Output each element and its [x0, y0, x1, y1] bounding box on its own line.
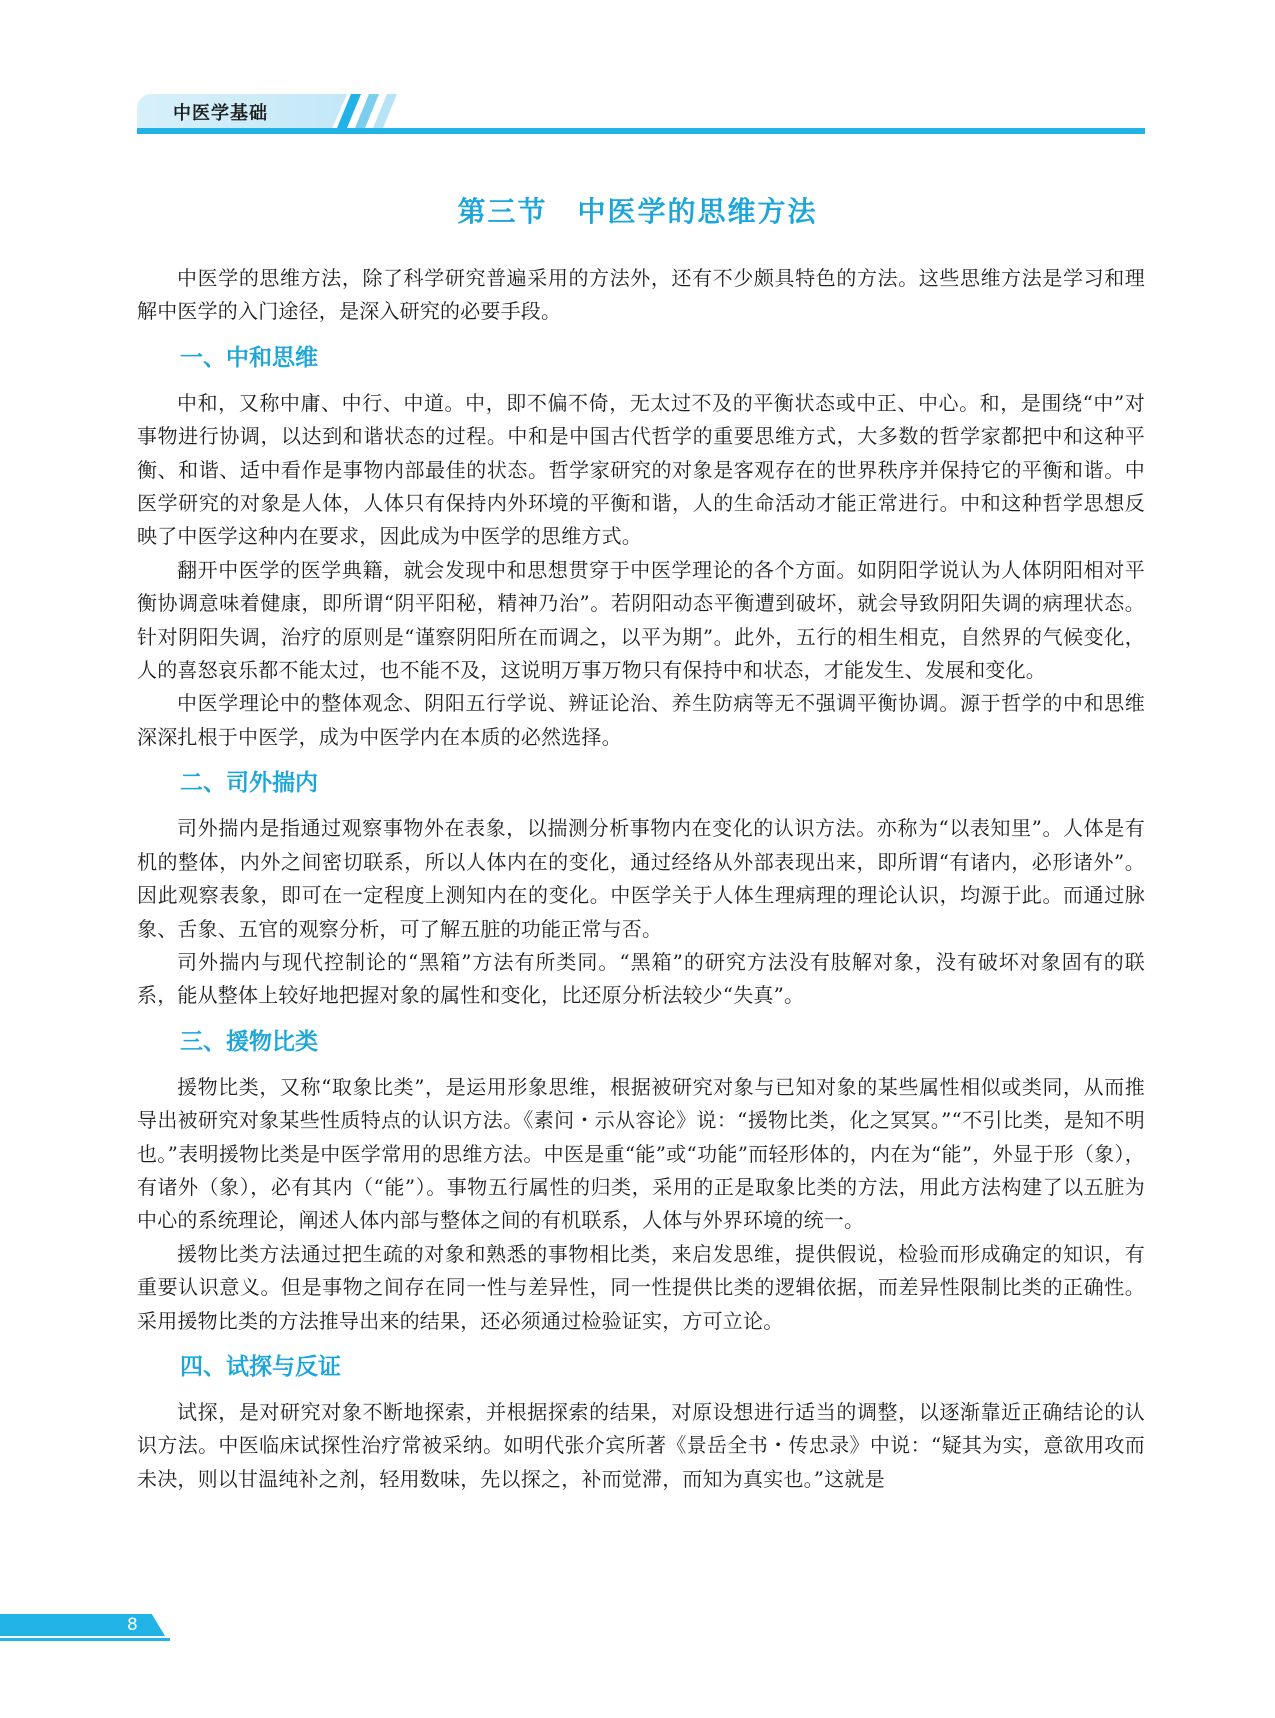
paragraph: 翻开中医学的医学典籍，就会发现中和思想贯穿于中医学理论的各个方面。如阴阳学说认为人体阴阳相对平衡协调意味着健康，即所谓“阴平阳秘，精神乃治”。若阴阳动态平衡遭到破坏，就会导致阴阳失调的病理状态。针对阴阳失调，治疗的原则是“谨察阴阳所在而调之，以平为期”。此外，五行的相生相克，自然界的气候变化，人的喜怒哀乐都不能太过，也不能不及，这说明万事万物只有保持中和状态，才能发生、发展和变化。 — [137, 557, 1145, 683]
page-footer — [0, 1614, 170, 1642]
paragraph: 试探，是对研究对象不断地探索，并根据探索的结果，对原设想进行适当的调整，以逐渐靠近正确结论的认识方法。中医临床试探性治疗常被采纳。如明代张介宾所著《景岳全书・传忠录》中说：“疑其为实，意欲用攻而未决，则以甘温纯补之剂，轻用数味，先以探之，补而觉滞，而知为真实也。”这就是 — [137, 1399, 1145, 1491]
paragraph: 司外揣内是指通过观察事物外在表象，以揣测分析事物内在变化的认识方法。亦称为“以表知里”。人体是有机的整体，内外之间密切联系，所以人体内在的变化，通过经络从外部表现出来，即所谓“有诸内，必形诸外”。因此观察表象，即可在一定程度上测知内在的变化。中医学关于人体生理病理的理论认识，均源于此。而通过脉象、舌象、五官的观察分析，可了解五脏的功能正常与否。 — [137, 816, 1145, 941]
paragraph: 中和，又称中庸、中行、中道。中，即不偏不倚，无太过不及的平衡状态或中正、中心。和，是围绕“中”对事物进行协调，以达到和谐状态的过程。中和是中国古代哲学的重要思维方式，大多数的哲学家都把中和这种平衡、和谐、适中看作是事物内部最佳的状态。哲学家研究的对象是客观存在的世界秩序并保持它的平衡和谐。中医学研究的对象是人体，人体只有保持内外环境的平衡和谐，人的生命活动才能正常进行。中和这种哲学思想反映了中医学这种内在要求，因此成为中医学的思维方式。 — [137, 390, 1145, 549]
header-rule — [137, 128, 1145, 134]
intro-paragraph: 中医学的思维方法，除了科学研究普遍采用的方法外，还有不少颇具特色的方法。这些思维方法是学习和理解中医学的入门途径，是深入研究的必要手段。 — [137, 266, 1145, 324]
subsection-heading: 四、试探与反证 — [180, 1353, 341, 1380]
footer-bar — [0, 1614, 165, 1636]
page-number: 8 — [127, 1615, 138, 1635]
subsection-heading: 三、援物比类 — [180, 1028, 318, 1055]
section-title: 第三节 中医学的思维方法 — [457, 195, 818, 228]
subsection-heading: 一、中和思维 — [180, 344, 318, 371]
book-title: 中医学基础 — [173, 103, 268, 124]
paragraph: 援物比类方法通过把生疏的对象和熟悉的事物相比类，来启发思维，提供假说，检验而形成确定的知识，有重要认识意义。但是事物之间存在同一性与差异性，同一性提供比类的逻辑依据，而差异性限制比类的正确性。采用援物比类的方法推导出来的结果，还必须通过检验证实，方可立论。 — [137, 1241, 1145, 1333]
paragraph: 援物比类，又称“取象比类”，是运用形象思维，根据被研究对象与已知对象的某些属性相似或类同，从而推导出被研究对象某些性质特点的认识方法。《素问・示从容论》说：“援物比类，化之冥冥。”“不引比类，是知不明也。”表明援物比类是中医学常用的思维方法。中医是重“能”或“功能”而轻形体的，内在为“能”，外显于形（象），有诸外（象），必有其内（“能”）。事物五行属性的归类，采用的正是取象比类的方法，用此方法构建了以五脏为中心的系统理论，阐述人体内部与整体之间的有机联系，人体与外界环境的统一。 — [137, 1074, 1145, 1233]
subsection-heading: 二、司外揣内 — [180, 770, 318, 797]
footer-rule — [0, 1638, 170, 1641]
paragraph: 司外揣内与现代控制论的“黑箱”方法有所类同。“黑箱”的研究方法没有肢解对象，没有破坏对象固有的联系，能从整体上较好地把握对象的属性和变化，比还原分析法较少“失真”。 — [137, 949, 1145, 1008]
header-stripes-decoration — [337, 94, 407, 128]
page-content — [137, 262, 1145, 1496]
page-header — [137, 94, 1145, 134]
paragraph: 中医学理论中的整体观念、阴阳五行学说、辨证论治、养生防病等无不强调平衡协调。源于哲学的中和思维深深扎根于中医学，成为中医学内在本质的必然选择。 — [137, 691, 1145, 749]
